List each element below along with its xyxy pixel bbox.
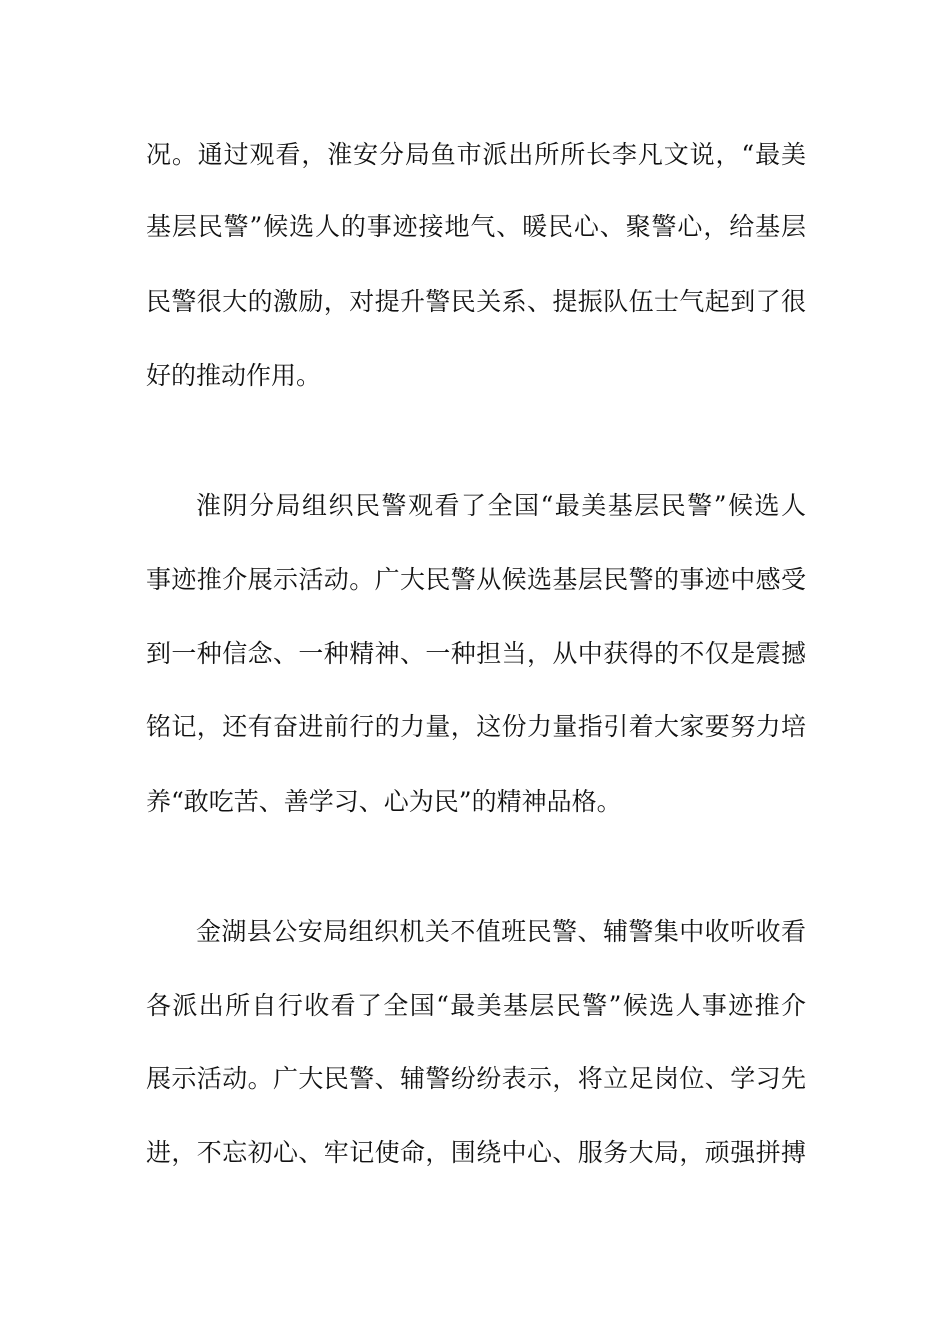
- text-line: 进，不忘初心、牢记使命，围绕中心、服务大局，顽强拼搏: [146, 1138, 806, 1167]
- text-line: 各派出所自行收看了全国“最美基层民警”候选人事迹推介: [146, 991, 806, 1020]
- text-line: 况。通过观看，淮安分局鱼市派出所所长李凡文说，“最美: [146, 140, 806, 169]
- text-line: 到一种信念、一种精神、一种担当，从中获得的不仅是震撼: [146, 639, 806, 668]
- text-line: 淮阴分局组织民警观看了全国“最美基层民警”候选人: [196, 491, 806, 520]
- text-line: 事迹推介展示活动。广大民警从候选基层民警的事迹中感受: [146, 565, 806, 594]
- text-line: 好的推动作用。: [146, 361, 322, 390]
- text-line: 铭记，还有奋进前行的力量，这份力量指引着大家要努力培: [146, 712, 806, 741]
- text-line: 金湖县公安局组织机关不值班民警、辅警集中收听收看: [196, 917, 806, 946]
- text-line: 民警很大的激励，对提升警民关系、提振队伍士气起到了很: [146, 287, 806, 316]
- text-line: 基层民警”候选人的事迹接地气、暖民心、聚警心，给基层: [146, 212, 806, 241]
- text-line: 展示活动。广大民警、辅警纷纷表示，将立足岗位、学习先: [146, 1064, 806, 1093]
- text-line: 养“敢吃苦、善学习、心为民”的精神品格。: [146, 787, 622, 816]
